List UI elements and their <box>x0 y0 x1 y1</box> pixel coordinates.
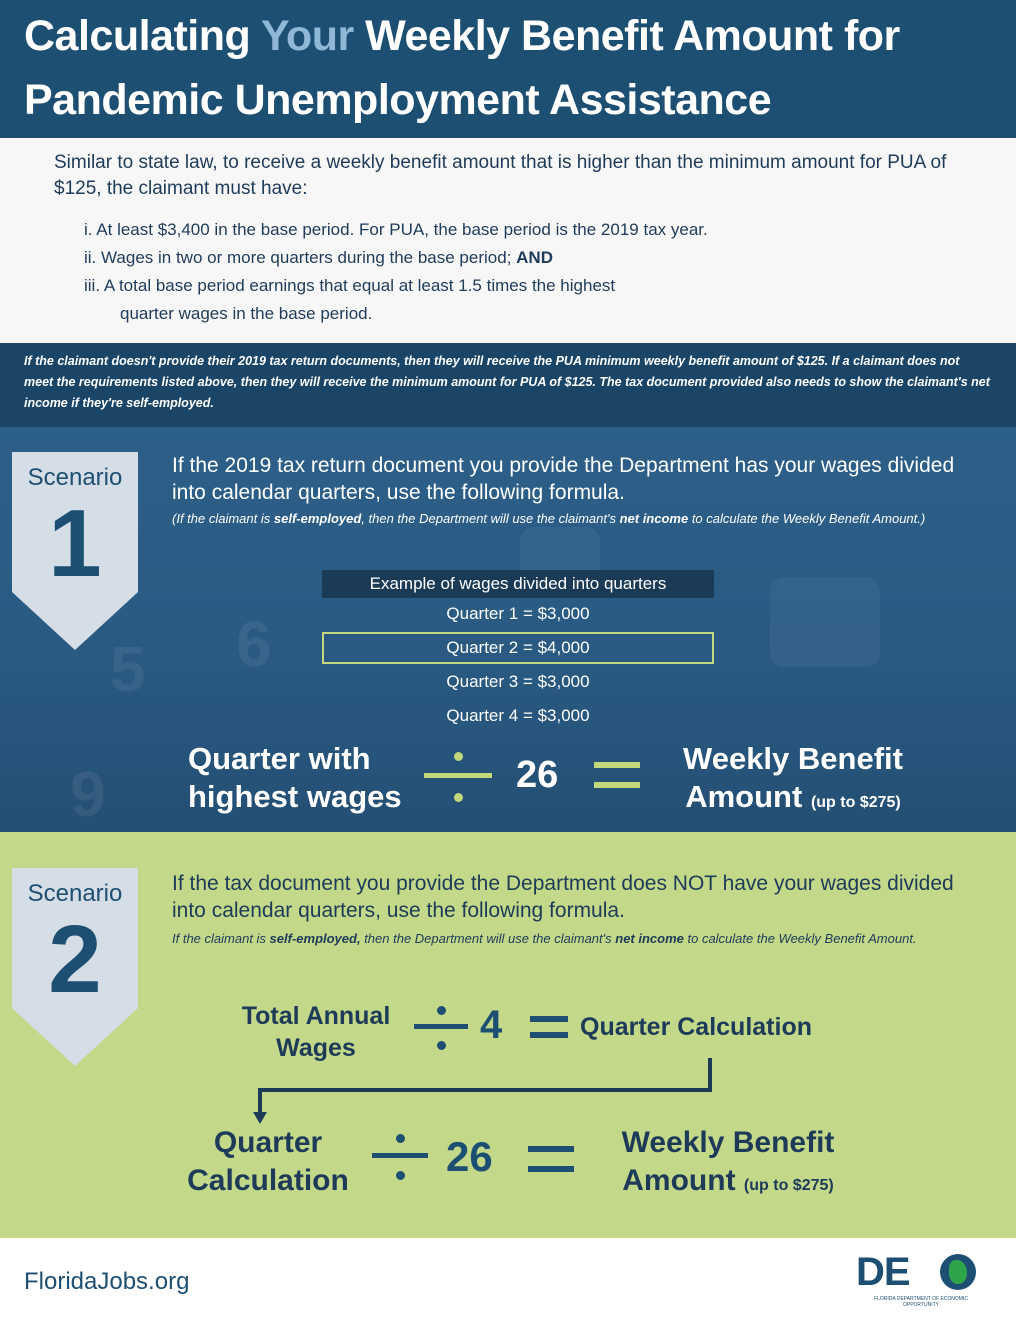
requirement-2: ii. Wages in two or more quarters during the base period; AND <box>84 248 553 267</box>
formula-2b-left: Quarter Calculation <box>187 1126 349 1197</box>
divide-icon <box>414 1006 468 1050</box>
scenario-1-badge <box>12 452 138 650</box>
divide-icon <box>372 1134 428 1180</box>
formula-2b-result: Weekly Benefit Amount (up to $275) <box>621 1126 835 1197</box>
quarter-row: Quarter 1 = $3,000 <box>446 604 590 623</box>
quarter-row-highlighted: Quarter 2 = $4,000 <box>322 632 714 664</box>
note-banner <box>0 343 1016 427</box>
formula-2b-divisor: 26 <box>446 1133 493 1180</box>
title-highlight: Your <box>260 12 354 60</box>
header-banner <box>0 0 1016 138</box>
equals-icon <box>594 762 640 788</box>
site-link[interactable]: FloridaJobs.org <box>24 1268 190 1295</box>
florida-globe-icon <box>940 1254 976 1290</box>
quarter-row: Quarter 3 = $3,000 <box>446 672 590 691</box>
connector-line <box>258 1088 712 1092</box>
note-text: If the claimant doesn't provide their 2019 tax return documents, then they will receive the PUA minimum weekly benefit amount of $125. If a claimant does not meet the requirements listed above, then they will receive the minimum amount for PUA of $125. The tax document provided also needs to show the claimant's net income if they're self-employed. <box>24 354 990 410</box>
cap-note: (up to $275) <box>810 794 901 811</box>
ghost-key-5: 5 <box>110 633 146 705</box>
arrow-down-icon <box>253 1112 267 1124</box>
connector-line <box>258 1088 262 1114</box>
deo-logo <box>856 1252 986 1314</box>
formula-2a-result: Quarter Calculation <box>580 1013 812 1041</box>
formula-1-divisor: 26 <box>516 754 559 796</box>
scenario-2-sub: If the claimant is self-employed, then the Department will use the claimant's net income to calculate the Weekly Benefit Amount. <box>172 931 917 946</box>
formula-1-left: Quarter with highest wages <box>188 741 402 814</box>
formula-1-result: Weekly Benefit Amount (up to $275) <box>683 741 903 814</box>
requirement-3-cont: quarter wages in the base period. <box>120 304 373 323</box>
badge-label: Scenario <box>27 464 123 491</box>
scenario-1-sub: (If the claimant is self-employed, then the Department will use the claimant's net income to calculate the Weekly Benefit Amount.) <box>172 511 926 526</box>
connector-line <box>708 1058 712 1092</box>
scenario-2-badge <box>12 868 138 1066</box>
equals-icon <box>530 1016 568 1038</box>
page-title: Calculating Your Weekly Benefit Amount for Pandemic Unemployment Assistance <box>24 12 900 124</box>
equals-icon <box>528 1146 574 1172</box>
ghost-key-6: 6 <box>236 608 272 680</box>
badge-label: Scenario <box>27 880 123 907</box>
example-title: Example of wages divided into quarters <box>322 570 714 598</box>
intro-lead: Similar to state law, to receive a weekly benefit amount that is higher than the minimum amount for PUA of $125, the claimant must have: <box>54 152 947 199</box>
badge-number: 2 <box>48 906 102 1013</box>
logo-text: DE <box>856 1250 910 1294</box>
quarter-row: Quarter 4 = $3,000 <box>446 706 590 725</box>
formula-2a-divisor: 4 <box>480 1003 503 1047</box>
footer <box>0 1238 1016 1322</box>
cap-note: (up to $275) <box>743 1177 834 1194</box>
formula-2a-left: Total Annual Wages <box>241 1002 391 1062</box>
requirement-1: i. At least $3,400 in the base period. For PUA, the base period is the 2019 tax year. <box>84 220 708 239</box>
divide-icon <box>424 752 492 802</box>
requirement-3: iii. A total base period earnings that equal at least 1.5 times the highest <box>84 276 616 295</box>
scenario-2-lead: If the tax document you provide the Department does NOT have your wages divided into calendar quarters, use the following formula. <box>172 872 954 922</box>
ghost-key-9: 9 <box>70 758 106 830</box>
logo-subtitle: FLORIDA DEPARTMENT OF ECONOMIC OPPORTUNITY <box>874 1296 968 1308</box>
intro-section <box>0 138 1016 343</box>
badge-number: 1 <box>48 490 102 597</box>
ghost-keypad <box>770 577 880 667</box>
scenario-1-lead: If the 2019 tax return document you provide the Department has your wages divided into calendar quarters, use the following formula. <box>172 454 955 504</box>
